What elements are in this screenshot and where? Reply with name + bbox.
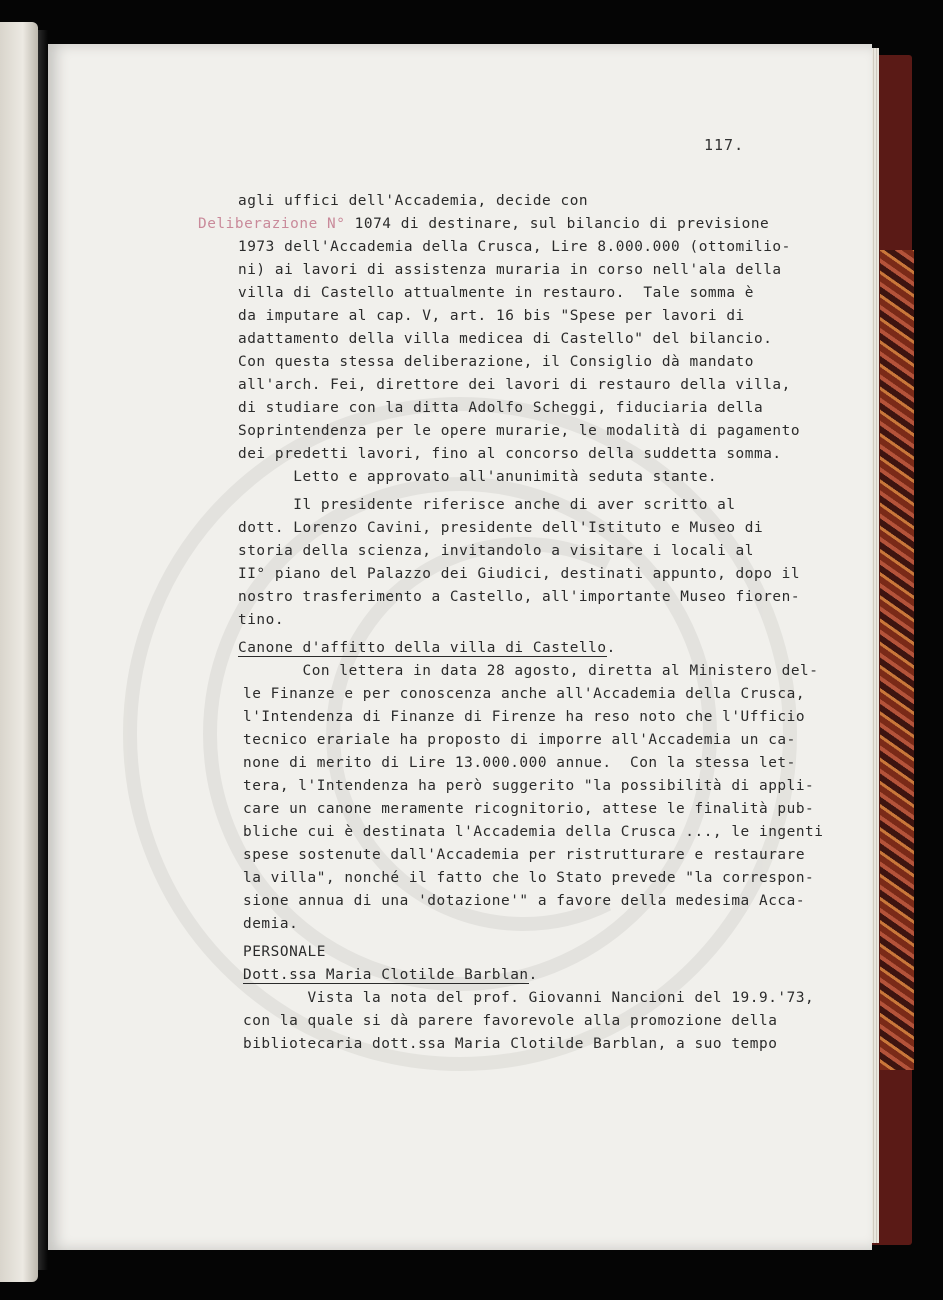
line-text: l'Intendenza di Finanze di Firenze ha reso noto che l'Ufficio: [243, 709, 806, 725]
text-line: [238, 587, 800, 607]
line-text: con la quale si dà parere favorevole alla promozione della: [243, 1013, 778, 1029]
line-text: sione annua di una 'dotazione'" a favore della medesima Acca-: [243, 893, 806, 909]
line-text: demia.: [243, 916, 299, 932]
text-line: [238, 661, 818, 681]
section-heading: [243, 965, 538, 985]
line-text: spese sostenute dall'Accademia per ristrutturare e restaurare: [243, 847, 806, 863]
text-line: [238, 375, 791, 395]
line-text: bibliotecaria dott.ssa Maria Clotilde Barblan, a suo tempo: [243, 1036, 778, 1052]
text-line: [243, 988, 814, 1008]
text-line: [238, 306, 745, 326]
marbled-endpaper: [880, 250, 914, 1070]
text-line: [243, 1034, 777, 1054]
line-text: Letto e approvato all'anunimità seduta stante.: [238, 469, 718, 485]
page-number: 117.: [704, 136, 745, 154]
line-text: le Finanze e per conoscenza anche all'Accademia della Crusca,: [243, 686, 806, 702]
line-text: la villa", nonché il fatto che lo Stato prevede "la correspon-: [243, 870, 815, 886]
line-text: ni) ai lavori di assistenza muraria in corso nell'ala della: [238, 262, 782, 278]
text-line: [243, 776, 814, 796]
book-spine-shadow: [38, 30, 48, 1270]
line-text: Soprintendenza per le opere murarie, le modalità di pagamento: [238, 423, 801, 439]
line-text: tecnico erariale ha proposto di imporre all'Accademia un ca-: [243, 732, 796, 748]
text-line: [243, 942, 326, 962]
text-line: [238, 444, 782, 464]
text-line: [238, 421, 800, 441]
text-line: [238, 329, 772, 349]
text-line: [238, 518, 763, 538]
line-text: nostro trasferimento a Castello, all'importante Museo fioren-: [238, 589, 801, 605]
text-line: [243, 868, 814, 888]
text-line: [238, 564, 800, 584]
line-text: all'arch. Fei, direttore dei lavori di restauro della villa,: [238, 377, 791, 393]
line-text: dei predetti lavori, fino al concorso della suddetta somma.: [238, 446, 782, 462]
line-text: II° piano del Palazzo dei Giudici, destinati appunto, dopo il: [238, 566, 801, 582]
text-line: [243, 914, 298, 934]
text-line: [198, 214, 769, 234]
text-line: [243, 799, 814, 819]
text-line: [243, 822, 823, 842]
text-line: [238, 495, 736, 515]
line-text: .: [606, 640, 616, 656]
text-line: [243, 891, 805, 911]
text-line: [238, 610, 284, 630]
text-line: [238, 283, 754, 303]
line-text: care un canone meramente ricognitorio, attese le finalità pub-: [243, 801, 815, 817]
text-line: [238, 467, 717, 487]
faded-stamp-text: Deliberazione N°: [198, 216, 346, 232]
document-page: [48, 44, 872, 1250]
underlined-heading-text: Canone d'affitto della villa di Castello: [238, 640, 607, 656]
line-text: PERSONALE: [243, 944, 326, 960]
text-line: [238, 237, 791, 257]
underlined-heading-text: Dott.ssa Maria Clotilde Barblan: [243, 967, 529, 983]
line-text: adattamento della villa medicea di Castello" del bilancio.: [238, 331, 773, 347]
text-line: [238, 191, 588, 211]
line-text: di studiare con la ditta Adolfo Scheggi, fiduciaria della: [238, 400, 764, 416]
line-text: none di merito di Lire 13.000.000 annue. Con la stessa let-: [243, 755, 796, 771]
line-text: dott. Lorenzo Cavini, presidente dell'Istituto e Museo di: [238, 520, 764, 536]
text-line: [243, 684, 805, 704]
line-text: bliche cui è destinata l'Accademia della Crusca ..., le ingenti: [243, 824, 824, 840]
line-text: villa di Castello attualmente in restauro. Tale somma è: [238, 285, 754, 301]
text-line: [238, 260, 782, 280]
line-text: tino.: [238, 612, 285, 628]
line-text: Con lettera in data 28 agosto, diretta al Ministero del-: [238, 663, 819, 679]
facing-page-edge: [0, 22, 38, 1282]
text-line: [243, 730, 796, 750]
line-text: da imputare al cap. V, art. 16 bis "Spese per lavori di: [238, 308, 745, 324]
text-line: [243, 753, 796, 773]
line-text: Con questa stessa deliberazione, il Consiglio dà mandato: [238, 354, 754, 370]
text-line: [238, 541, 754, 561]
text-line: [243, 1011, 777, 1031]
text-line: [238, 352, 754, 372]
text-line: [238, 398, 763, 418]
line-text: 1973 dell'Accademia della Crusca, Lire 8.000.000 (ottomilio-: [238, 239, 791, 255]
line-text: Il presidente riferisce anche di aver scritto al: [238, 497, 736, 513]
line-text: Vista la nota del prof. Giovanni Nancioni del 19.9.'73,: [243, 990, 815, 1006]
line-text: agli uffici dell'Accademia, decide con: [238, 193, 589, 209]
line-text: storia della scienza, invitandolo a visitare i locali al: [238, 543, 754, 559]
line-text: .: [528, 967, 538, 983]
section-heading: [238, 638, 616, 658]
line-text: tera, l'Intendenza ha però suggerito "la possibilità di appli-: [243, 778, 815, 794]
line-text: 1074 di destinare, sul bilancio di previsione: [345, 216, 770, 232]
text-line: [243, 707, 805, 727]
text-line: [243, 845, 805, 865]
